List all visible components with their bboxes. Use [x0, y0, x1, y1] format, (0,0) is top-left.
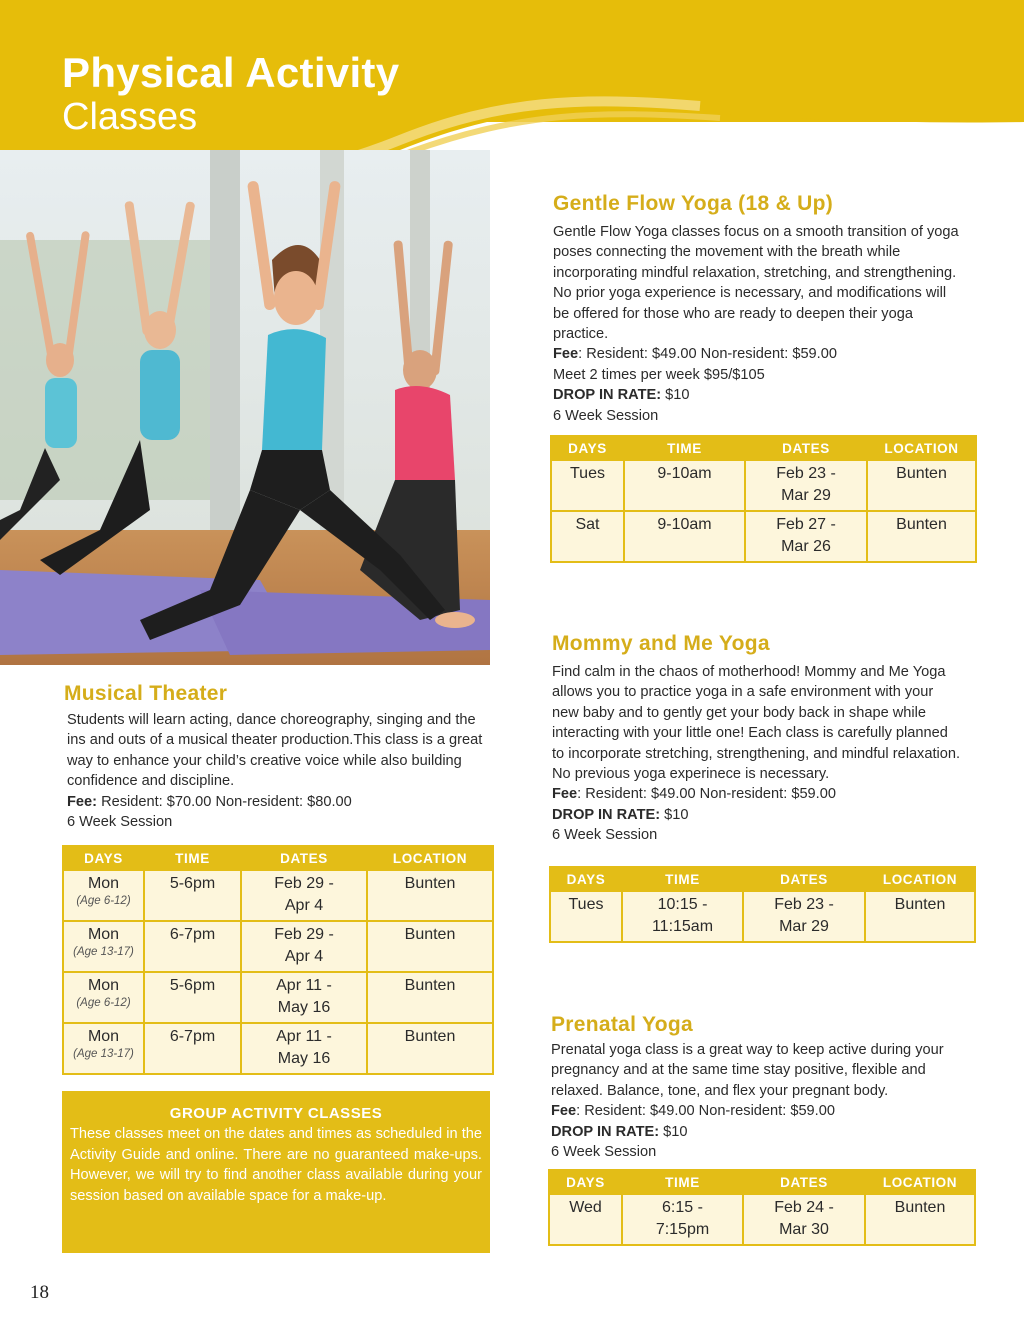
- gentle-flow-yoga-fee: [553, 344, 963, 364]
- fee-label: Fee: [552, 786, 578, 803]
- mommy-me-yoga-schedule: [549, 866, 976, 943]
- col-days: DAYS: [552, 437, 623, 459]
- table-row: [64, 973, 492, 1022]
- cell-time: 5-6pm: [145, 973, 240, 1022]
- table-row: [64, 922, 492, 971]
- cell-day: Tues: [552, 461, 623, 510]
- cell-time: 6-7pm: [145, 922, 240, 971]
- col-time: TIME: [623, 868, 742, 890]
- cell-time: [623, 1195, 742, 1244]
- table-row: [551, 892, 974, 941]
- day-name: Mon: [87, 875, 120, 892]
- gentle-flow-yoga-schedule: [550, 435, 977, 563]
- musical-theater-title: Musical Theater: [64, 682, 228, 705]
- cell-day: [64, 871, 143, 920]
- musical-theater-body: [64, 710, 488, 832]
- cell-time: [623, 892, 742, 941]
- time-start: 6:15 -: [662, 1199, 703, 1216]
- col-time: TIME: [623, 1171, 742, 1193]
- dates-start: Feb 24 -: [774, 1199, 834, 1216]
- mommy-me-yoga-session: 6 Week Session: [552, 827, 658, 844]
- age-range: (Age 6-12): [76, 895, 131, 907]
- cell-time: 6-7pm: [145, 1024, 240, 1073]
- col-location: LOCATION: [866, 868, 974, 890]
- prenatal-yoga-session: 6 Week Session: [551, 1144, 657, 1161]
- schedule-header-row: [551, 868, 974, 890]
- prenatal-yoga-fee: [551, 1101, 971, 1121]
- col-location: LOCATION: [368, 847, 492, 869]
- col-location: LOCATION: [868, 437, 975, 459]
- group-activity-title: GROUP ACTIVITY CLASSES: [169, 1105, 383, 1122]
- dates-start: Apr 11 -: [276, 977, 332, 994]
- schedule-header-row: [64, 847, 492, 869]
- col-days: DAYS: [551, 868, 621, 890]
- musical-theater-fee: [67, 792, 488, 812]
- fee-text: : Resident: $49.00 Non-resident: $59.00: [578, 346, 837, 363]
- day-name: Mon: [87, 926, 120, 943]
- mommy-me-yoga-description: Find calm in the chaos of motherhood! Mommy and Me Yoga allows you to practice yoga in a safe environment with your new baby and to gently get your body back in shape while interacting with your little one! Each class is carefully planned to incorporate stretching, strengthening, and mindful relaxation. No previous yoga experinece is necessary.: [552, 664, 961, 783]
- cell-dates: [746, 461, 866, 510]
- page-title-line1: Physical Activity: [62, 49, 400, 96]
- dates-end: Mar 29: [779, 918, 829, 935]
- mommy-me-yoga-fee: [552, 784, 962, 804]
- cell-dates: [744, 892, 864, 941]
- dropin-label: DROP IN RATE:: [553, 387, 662, 404]
- fee-label: Fee: [551, 1103, 577, 1120]
- cell-location: Bunten: [368, 1024, 492, 1073]
- time-start: 10:15 -: [657, 896, 708, 913]
- fee-text: Resident: $70.00 Non-resident: $80.00: [97, 793, 352, 810]
- cell-dates: [242, 922, 366, 971]
- dates-end: May 16: [277, 999, 331, 1016]
- cell-day: [64, 1024, 143, 1073]
- fee-label: Fee: [553, 346, 579, 363]
- col-days: DAYS: [64, 847, 143, 869]
- time-end: 11:15am: [651, 918, 714, 935]
- cell-day: Sat: [552, 512, 623, 561]
- cell-dates: [746, 512, 866, 561]
- gentle-flow-yoga-dropin: [553, 385, 963, 405]
- day-name: Mon: [87, 977, 120, 994]
- cell-location: Bunten: [868, 461, 975, 510]
- age-range: (Age 13-17): [73, 1048, 134, 1060]
- cell-location: Bunten: [368, 973, 492, 1022]
- dates-end: Mar 30: [779, 1221, 829, 1238]
- dates-end: May 16: [277, 1050, 331, 1067]
- page-title: [62, 49, 400, 138]
- cell-day: Wed: [550, 1195, 621, 1244]
- col-dates: DATES: [744, 868, 864, 890]
- gentle-flow-yoga-body: [553, 222, 963, 426]
- dates-start: Apr 11 -: [276, 1028, 332, 1045]
- musical-theater-schedule: [62, 845, 494, 1075]
- dropin-label: DROP IN RATE:: [552, 806, 661, 823]
- cell-time: 9-10am: [625, 461, 744, 510]
- table-row: [64, 871, 492, 920]
- cell-dates: [242, 1024, 366, 1073]
- prenatal-yoga-dropin: [551, 1122, 971, 1142]
- cell-location: Bunten: [866, 1195, 974, 1244]
- time-end: 7:15pm: [655, 1221, 710, 1238]
- page-title-line2: Classes: [62, 96, 198, 138]
- gentle-flow-yoga-section: [553, 192, 963, 426]
- prenatal-yoga-description: Prenatal yoga class is a great way to keep active during your pregnancy and at the same time stay positive, flexible and relaxed. Balance, tone, and flex your pregnant body.: [551, 1042, 944, 1099]
- dropin-label: DROP IN RATE:: [551, 1123, 660, 1140]
- mommy-me-yoga-section: [552, 632, 962, 846]
- page-number: 18: [30, 1282, 49, 1303]
- table-row: [64, 1024, 492, 1073]
- gentle-flow-yoga-description: Gentle Flow Yoga classes focus on a smooth transition of yoga poses connecting the movement with the breath while incorporating mindful relaxation, stretching, and strengthening. No prior yoga experience is necessary, and modifications will be offered for those who are ready to deepen their yoga practice.: [553, 224, 959, 343]
- dates-end: Mar 26: [781, 538, 831, 555]
- age-range: (Age 6-12): [76, 997, 131, 1009]
- day-name: Mon: [87, 1028, 120, 1045]
- dates-start: Feb 23 -: [774, 896, 834, 913]
- group-activity-box: [62, 1091, 490, 1253]
- cell-location: Bunten: [368, 871, 492, 920]
- cell-day: [64, 973, 143, 1022]
- col-days: DAYS: [550, 1171, 621, 1193]
- table-row: [552, 512, 975, 561]
- musical-theater-description: Students will learn acting, dance choreography, singing and the ins and outs of a musical theater production.This class is a great way to enhance your child’s creative voice while also building confidence and discipline.: [67, 712, 483, 790]
- col-time: TIME: [145, 847, 240, 869]
- col-dates: DATES: [746, 437, 866, 459]
- mommy-me-yoga-body: [552, 662, 962, 846]
- prenatal-yoga-body: [551, 1040, 971, 1162]
- prenatal-yoga-title: Prenatal Yoga: [551, 1013, 694, 1036]
- gentle-flow-yoga-session: 6 Week Session: [553, 407, 659, 424]
- dropin-value: $10: [660, 806, 689, 823]
- col-location: LOCATION: [866, 1171, 974, 1193]
- cell-time: 9-10am: [625, 512, 744, 561]
- gentle-flow-yoga-meet: Meet 2 times per week $95/$105: [553, 366, 765, 383]
- schedule-header-row: [550, 1171, 974, 1193]
- col-dates: DATES: [744, 1171, 864, 1193]
- cell-time: 5-6pm: [145, 871, 240, 920]
- cell-location: Bunten: [868, 512, 975, 561]
- cell-day: [64, 922, 143, 971]
- dates-end: Apr 4: [284, 948, 324, 965]
- cell-day: Tues: [551, 892, 621, 941]
- table-row: [552, 461, 975, 510]
- table-row: [550, 1195, 974, 1244]
- fee-text: : Resident: $49.00 Non-resident: $59.00: [577, 786, 836, 803]
- dates-start: Feb 23 -: [776, 465, 836, 482]
- dates-end: Mar 29: [781, 487, 831, 504]
- fee-text: : Resident: $49.00 Non-resident: $59.00: [576, 1103, 835, 1120]
- schedule-header-row: [552, 437, 975, 459]
- dropin-value: $10: [659, 1123, 688, 1140]
- gentle-flow-yoga-title: Gentle Flow Yoga (18 & Up): [553, 192, 834, 215]
- dates-start: Feb 29 -: [274, 875, 334, 892]
- musical-theater-session: 6 Week Session: [67, 814, 173, 831]
- cell-dates: [744, 1195, 864, 1244]
- cell-dates: [242, 871, 366, 920]
- dates-end: Apr 4: [284, 897, 324, 914]
- age-range: (Age 13-17): [73, 946, 134, 958]
- dates-start: Feb 29 -: [274, 926, 334, 943]
- mommy-me-yoga-title: Mommy and Me Yoga: [552, 632, 770, 655]
- dropin-value: $10: [661, 387, 690, 404]
- cell-location: Bunten: [866, 892, 974, 941]
- prenatal-yoga-section: [551, 1013, 971, 1162]
- cell-dates: [242, 973, 366, 1022]
- musical-theater-section: [64, 682, 488, 832]
- cell-location: Bunten: [368, 922, 492, 971]
- mommy-me-yoga-dropin: [552, 805, 962, 825]
- col-time: TIME: [625, 437, 744, 459]
- yoga-class-photo: [0, 150, 490, 665]
- col-dates: DATES: [242, 847, 366, 869]
- prenatal-yoga-schedule: [548, 1169, 976, 1246]
- dates-start: Feb 27 -: [776, 516, 836, 533]
- group-activity-text: These classes meet on the dates and times as scheduled in the Activity Guide and online. There are no guaranteed make-ups. However, we will try to find another class available during your session based on available space for a make-up.: [70, 1126, 482, 1204]
- fee-label: Fee:: [67, 793, 98, 810]
